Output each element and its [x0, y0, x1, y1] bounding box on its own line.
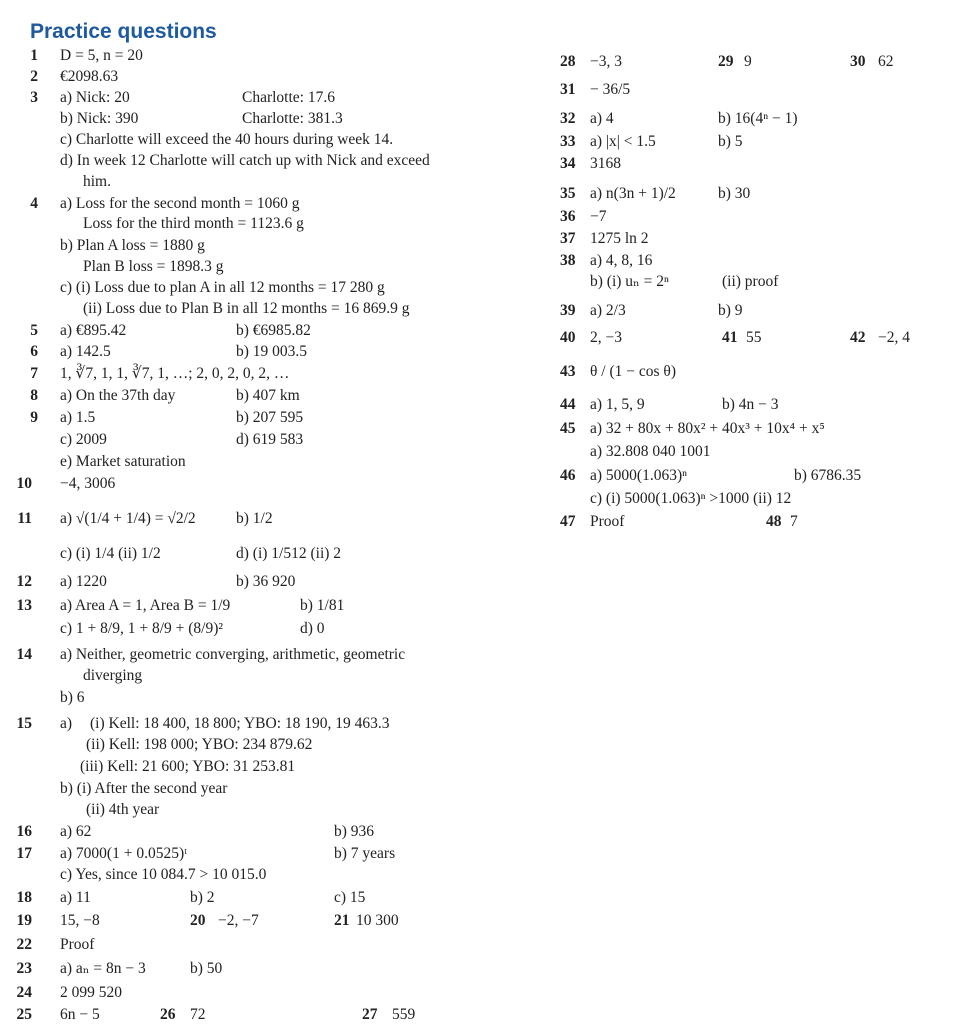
question-number: 21	[334, 912, 350, 929]
answer-text: (ii) 4th year	[86, 801, 160, 818]
answer-text: a) On the 37th day	[60, 387, 176, 404]
answer-text: a) 2/3	[590, 302, 626, 319]
question-number: 29	[718, 53, 734, 70]
answer-text: b) (i) After the second year	[60, 780, 228, 797]
answer-text: a) Loss for the second month = 1060 g	[60, 195, 300, 212]
question-number: 17	[16, 845, 32, 862]
answer-text: a) 32.808 040 1001	[590, 443, 711, 460]
question-number: 26	[160, 1006, 176, 1023]
question-number: 12	[16, 573, 32, 590]
question-number: 30	[850, 53, 866, 70]
question-number: 40	[560, 329, 576, 346]
question-number: 9	[30, 409, 38, 426]
answer-text: him.	[83, 173, 111, 190]
answer-text: b) 6	[60, 689, 85, 706]
answer-text: Charlotte: 381.3	[242, 110, 343, 127]
answer-text: b) 1/2	[236, 510, 273, 527]
answer-text: b) Plan A loss = 1880 g	[60, 237, 205, 254]
question-number: 46	[560, 467, 576, 484]
answer-text: (ii) Kell: 198 000; YBO: 234 879.62	[86, 736, 313, 753]
answer-text: €2098.63	[60, 68, 119, 85]
answer-text: −2, 4	[878, 329, 910, 346]
answer-text: a)	[60, 715, 73, 732]
answer-text: c) 15	[334, 889, 366, 906]
answer-text: a) 11	[60, 889, 91, 906]
answer-text: b) 7 years	[334, 845, 396, 862]
answer-text: 9	[744, 53, 752, 70]
answer-text: b) 19 003.5	[236, 343, 308, 360]
answer-text: b) 6786.35	[794, 467, 862, 484]
answer-text: a) 1.5	[60, 409, 96, 426]
question-number: 3	[30, 89, 38, 106]
answer-text: a) €895.42	[60, 322, 127, 339]
answer-text: c) 2009	[60, 431, 107, 448]
question-number: 8	[30, 387, 38, 404]
answer-text: a) 4, 8, 16	[590, 252, 653, 269]
answer-text: c) Charlotte will exceed the 40 hours during week 14.	[60, 131, 394, 148]
question-number: 23	[16, 960, 32, 977]
question-number: 38	[560, 252, 576, 269]
answer-text: b) 5	[718, 133, 743, 150]
answer-text: b) 30	[718, 185, 751, 202]
answer-text: Loss for the third month = 1123.6 g	[83, 215, 304, 232]
question-number: 14	[16, 646, 32, 663]
answer-text: d) In week 12 Charlotte will catch up with Nick and exceed	[60, 152, 430, 169]
answer-text: 62	[878, 53, 894, 70]
answer-text: b) 207 595	[236, 409, 304, 426]
question-number: 22	[16, 936, 32, 953]
question-number: 25	[16, 1006, 32, 1023]
answer-text: Charlotte: 17.6	[242, 89, 335, 106]
question-number: 39	[560, 302, 576, 319]
answer-text: c) (i) 5000(1.063)ⁿ >1000 (ii) 12	[590, 490, 792, 507]
answer-text: a) Nick: 20	[60, 89, 130, 106]
answer-text: a) Area A = 1, Area B = 1/9	[60, 597, 231, 614]
answer-text: 2, −3	[590, 329, 622, 346]
question-number: 42	[850, 329, 866, 346]
answer-text: a) n(3n + 1)/2	[590, 185, 676, 202]
question-number: 15	[16, 715, 32, 732]
answer-text: b) 50	[190, 960, 223, 977]
answer-text: a) 4	[590, 110, 614, 127]
answer-text: (i) Kell: 18 400, 18 800; YBO: 18 190, 19 463.3	[90, 715, 390, 732]
answer-text: a) 1220	[60, 573, 107, 590]
answer-text: 10 300	[356, 912, 399, 929]
answer-text: 72	[190, 1006, 206, 1023]
answer-text: b) 1/81	[300, 597, 345, 614]
answer-text: Proof	[590, 513, 625, 530]
answer-text: b) 2	[190, 889, 215, 906]
answer-text: d) 619 583	[236, 431, 304, 448]
answer-text: 1, ∛7, 1, 1, ∛7, 1, …; 2, 0, 2, 0, 2, …	[60, 365, 290, 382]
question-number: 36	[560, 208, 576, 225]
answer-text: a) 32 + 80x + 80x² + 40x³ + 10x⁴ + x⁵	[590, 420, 825, 437]
question-number: 41	[722, 329, 738, 346]
question-number: 2	[30, 68, 38, 85]
question-number: 45	[560, 420, 576, 437]
page-title: Practice questions	[30, 20, 217, 43]
answer-text: b) €6985.82	[236, 322, 311, 339]
question-number: 1	[30, 47, 38, 64]
question-number: 28	[560, 53, 576, 70]
answer-text: e) Market saturation	[60, 453, 186, 470]
answer-text: 559	[392, 1006, 416, 1023]
answer-text: d) (i) 1/512 (ii) 2	[236, 545, 342, 562]
answer-text: (ii) proof	[722, 273, 779, 290]
answer-text: a) √(1/4 + 1/4) = √2/2	[60, 510, 196, 527]
answer-text: b) 936	[334, 823, 375, 840]
question-number: 47	[560, 513, 576, 530]
answer-text: a) 142.5	[60, 343, 111, 360]
question-number: 44	[560, 396, 576, 413]
answer-text: b) 9	[718, 302, 743, 319]
answer-text: Proof	[60, 936, 95, 953]
answer-text: diverging	[83, 667, 143, 684]
answer-text: c) 1 + 8/9, 1 + 8/9 + (8/9)²	[60, 620, 224, 637]
answer-text: Plan B loss = 1898.3 g	[83, 258, 224, 275]
question-number: 5	[30, 322, 38, 339]
question-number: 20	[190, 912, 206, 929]
question-number: 48	[766, 513, 782, 530]
answer-text: 3168	[590, 155, 621, 172]
question-number: 4	[30, 195, 38, 212]
question-number: 33	[560, 133, 576, 150]
answer-text: a) 62	[60, 823, 92, 840]
answer-text: b) 407 km	[236, 387, 300, 404]
answer-text: c) (i) Loss due to plan A in all 12 months = 17 280 g	[60, 279, 385, 296]
answer-text: d) 0	[300, 620, 325, 637]
question-number: 16	[16, 823, 32, 840]
question-number: 13	[16, 597, 32, 614]
answer-text: b) 36 920	[236, 573, 296, 590]
question-number: 31	[560, 81, 576, 98]
question-number: 34	[560, 155, 576, 172]
question-number: 27	[362, 1006, 378, 1023]
answer-text: −7	[590, 208, 607, 225]
question-number: 6	[30, 343, 38, 360]
answer-text: b) (i) uₙ = 2ⁿ	[590, 273, 669, 290]
answer-text: a) 1, 5, 9	[590, 396, 645, 413]
answer-text: a) 7000(1 + 0.0525)ᵗ	[60, 845, 188, 862]
answer-text: (iii) Kell: 21 600; YBO: 31 253.81	[80, 758, 296, 775]
question-number: 19	[16, 912, 32, 929]
answer-text: −4, 3006	[60, 475, 116, 492]
answer-text: −3, 3	[590, 53, 622, 70]
answer-text: 15, −8	[60, 912, 100, 929]
answer-text: D = 5, n = 20	[60, 47, 143, 64]
question-number: 18	[16, 889, 32, 906]
answer-text: a) 5000(1.063)ⁿ	[590, 467, 687, 484]
answer-text: θ / (1 − cos θ)	[590, 363, 677, 380]
answer-text: 6n − 5	[60, 1006, 100, 1023]
answer-text: b) 4n − 3	[722, 396, 779, 413]
answer-text: −2, −7	[218, 912, 259, 929]
answer-text: c) Yes, since 10 084.7 > 10 015.0	[60, 866, 267, 883]
question-number: 10	[16, 475, 32, 492]
answer-text: a) aₙ = 8n − 3	[60, 960, 146, 977]
answer-text: b) 16(4ⁿ − 1)	[718, 110, 798, 127]
answer-text: 2 099 520	[60, 984, 122, 1001]
question-number: 37	[560, 230, 576, 247]
question-number: 35	[560, 185, 576, 202]
answer-text: − 36/5	[590, 81, 631, 98]
answer-text: (ii) Loss due to Plan B in all 12 months = 16 869.9 g	[83, 300, 410, 317]
answer-text: c) (i) 1/4 (ii) 1/2	[60, 545, 161, 562]
question-number: 43	[560, 363, 576, 380]
answer-text: a) Neither, geometric converging, arithmetic, geometric	[60, 646, 406, 663]
question-number: 24	[16, 984, 32, 1001]
answer-text: 1275 ln 2	[590, 230, 649, 247]
question-number: 11	[17, 510, 32, 527]
answer-text: a) |x| < 1.5	[590, 133, 656, 150]
answer-text: b) Nick: 390	[60, 110, 139, 127]
question-number: 7	[30, 365, 38, 382]
answer-text: 55	[746, 329, 762, 346]
answer-text: 7	[790, 513, 798, 530]
question-number: 32	[560, 110, 576, 127]
